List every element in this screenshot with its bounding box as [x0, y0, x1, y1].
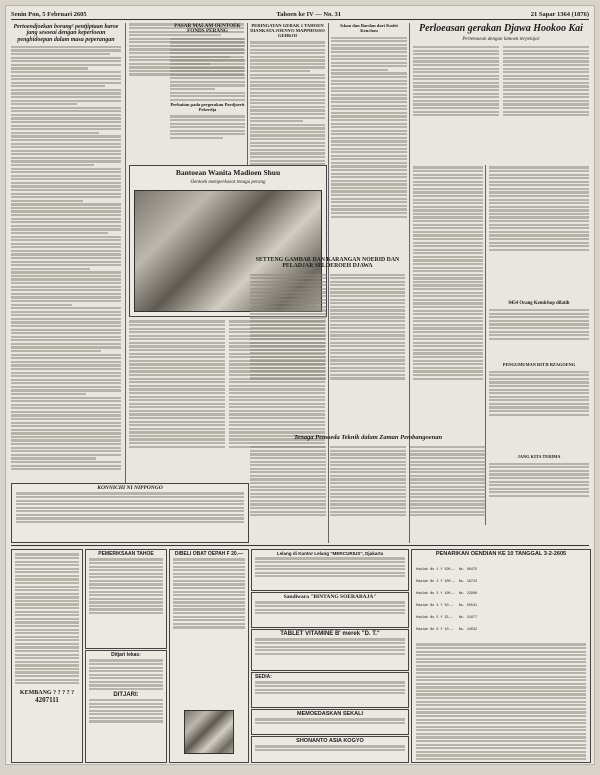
- box-konnichi-title: KONNICHI NI NIPPONGO: [97, 485, 163, 491]
- article-sidang-headline: 8454 Orang Kemlchop dilatih: [508, 301, 570, 306]
- ad-shonanto-title: SHONANTO ASIA KOGYO: [296, 738, 364, 744]
- article-perlawanan-subhead: Pertemoean dengan lamoen terpelajar: [462, 36, 540, 42]
- lottery-row: Hadiah No 1 f 500.— No. 08475: [416, 568, 478, 572]
- article-main-left-body: [11, 46, 121, 470]
- lottery-table: [411, 549, 591, 763]
- article-peringatan-headline: PERINGATAN GERAK 1 TAHOEN DIANKATA JOENYO MAPPHOSSO GEHKOI: [250, 23, 325, 38]
- ad-ditjari2-title: DITJARI:: [113, 691, 139, 698]
- lottery-rows: [412, 558, 590, 642]
- ad-left-stack: [11, 549, 83, 763]
- ad-tablet-title: TABLET VITAMINE B' merek "D. T.": [280, 631, 380, 637]
- lottery-row: Hadiah No 4 f 50.— No. 05541: [416, 604, 478, 608]
- article-jang-kita-headline: JANG KITA TERIMA: [517, 454, 561, 459]
- masthead: [11, 9, 589, 20]
- ad-memoedaskan: [251, 709, 409, 735]
- ad-mercurius-title: Lelang di Kantor Lelang "MERCURIUS", Djakarta: [276, 551, 384, 556]
- article-right-col-b: [489, 165, 589, 295]
- article-kodei: [331, 22, 407, 272]
- ad-dibeli-obat-title: DIBELI OBAT OEPAH F 20.—: [174, 551, 244, 557]
- article-jang-kita: [489, 453, 589, 528]
- ad-sedia: [251, 672, 409, 708]
- ad-ditjari-title: Ditjari lekas:: [111, 652, 141, 658]
- ad-kembang-title: KEMBANG ? ? ? ? ?: [19, 689, 75, 696]
- article-perlawanan-headline: Perloeasan gerakan Djawa Hookoo Kai: [419, 23, 583, 34]
- lottery-title: PENARIKAN OENDIAN KE 10 TANGGAL 3-2-2605: [435, 551, 567, 557]
- article-perhatian-bagi: [489, 361, 589, 451]
- ad-sandiwara-title: Sandiwara "BINTANG SOERABAJA": [283, 594, 377, 600]
- masthead-volume: Tahoen ke IV — No. 31: [276, 10, 342, 18]
- article-mendidik: [250, 433, 486, 543]
- lottery-row: Hadiah No 2 f 200.— No. 16723: [416, 580, 478, 584]
- article-pasar-malam: [170, 22, 245, 162]
- article-pasar-malam-headline: PASAR MALAM OENTOEK FONDS PERANG: [174, 23, 241, 35]
- lottery-row: Hadiah No 5 f 25.— No. 31877: [416, 616, 478, 620]
- ad-building-image: [184, 710, 234, 754]
- box-konnichi: [11, 483, 249, 543]
- article-setteng-headline: SETTENG GAMBAR DAN KARANGAN NOERID DAN PELADJAR SELOEROEH DJAWA: [255, 257, 400, 270]
- photo-feature-caption: Oentoek memperkoeat tenaga perang: [190, 179, 266, 185]
- article-sidang: [489, 299, 589, 359]
- article-pasar-malam-subhead: Perhatian pada pergerakan Pardjoerit Pekerdja: [170, 101, 245, 112]
- newspaper-page: [5, 5, 595, 765]
- article-mendidik-headline: Tenaga Pemoeda Teknik dalam Zaman Pembangoenan: [293, 434, 443, 441]
- article-kodei-headline: Iskan dan Bardan dari Kodei Kenchou: [340, 23, 398, 33]
- lottery-row: Hadiah No 6 f 10.— No. 14032: [416, 628, 478, 632]
- article-main-left: [11, 22, 121, 542]
- masthead-date: Senin Pon, 5 Februari 2605: [11, 10, 87, 18]
- ad-mercurius: [251, 549, 409, 591]
- ad-ditjari: [85, 650, 167, 763]
- ad-pemeriksaan-title: PEMERIKSAAN TAHOE: [98, 551, 154, 557]
- article-main-left-headline: Pertoendjoekan borang² pentjiptaan baroe jang sesoeai dengan keperloean penghidoepan dalam masa peperangan: [13, 24, 119, 43]
- article-perlawanan: [413, 22, 589, 162]
- ad-shonanto: [251, 736, 409, 763]
- article-perhatian-bagi-headline: PENGUMUMAN RITJI BZAGOENG: [502, 362, 576, 367]
- lottery-row: Hadiah No 3 f 100.— No. 22908: [416, 592, 478, 596]
- ad-dibeli-obat: [169, 549, 249, 763]
- ad-pemeriksaan: [85, 549, 167, 649]
- ad-kembang-number: 4207111: [35, 695, 59, 704]
- ad-memoedaskan-title: MEMOEDASKAN SEKALI: [296, 711, 363, 717]
- ad-sandiwara: [251, 592, 409, 628]
- ad-tablet: [251, 629, 409, 671]
- article-setteng: [250, 255, 405, 425]
- ad-sedia-title: SEDIA:: [255, 674, 272, 680]
- photo-feature-title: Bantoean Wanita Madioen Shuu: [175, 168, 281, 177]
- masthead-hijri-date: 21 Sapar 1364 (1876): [530, 10, 589, 18]
